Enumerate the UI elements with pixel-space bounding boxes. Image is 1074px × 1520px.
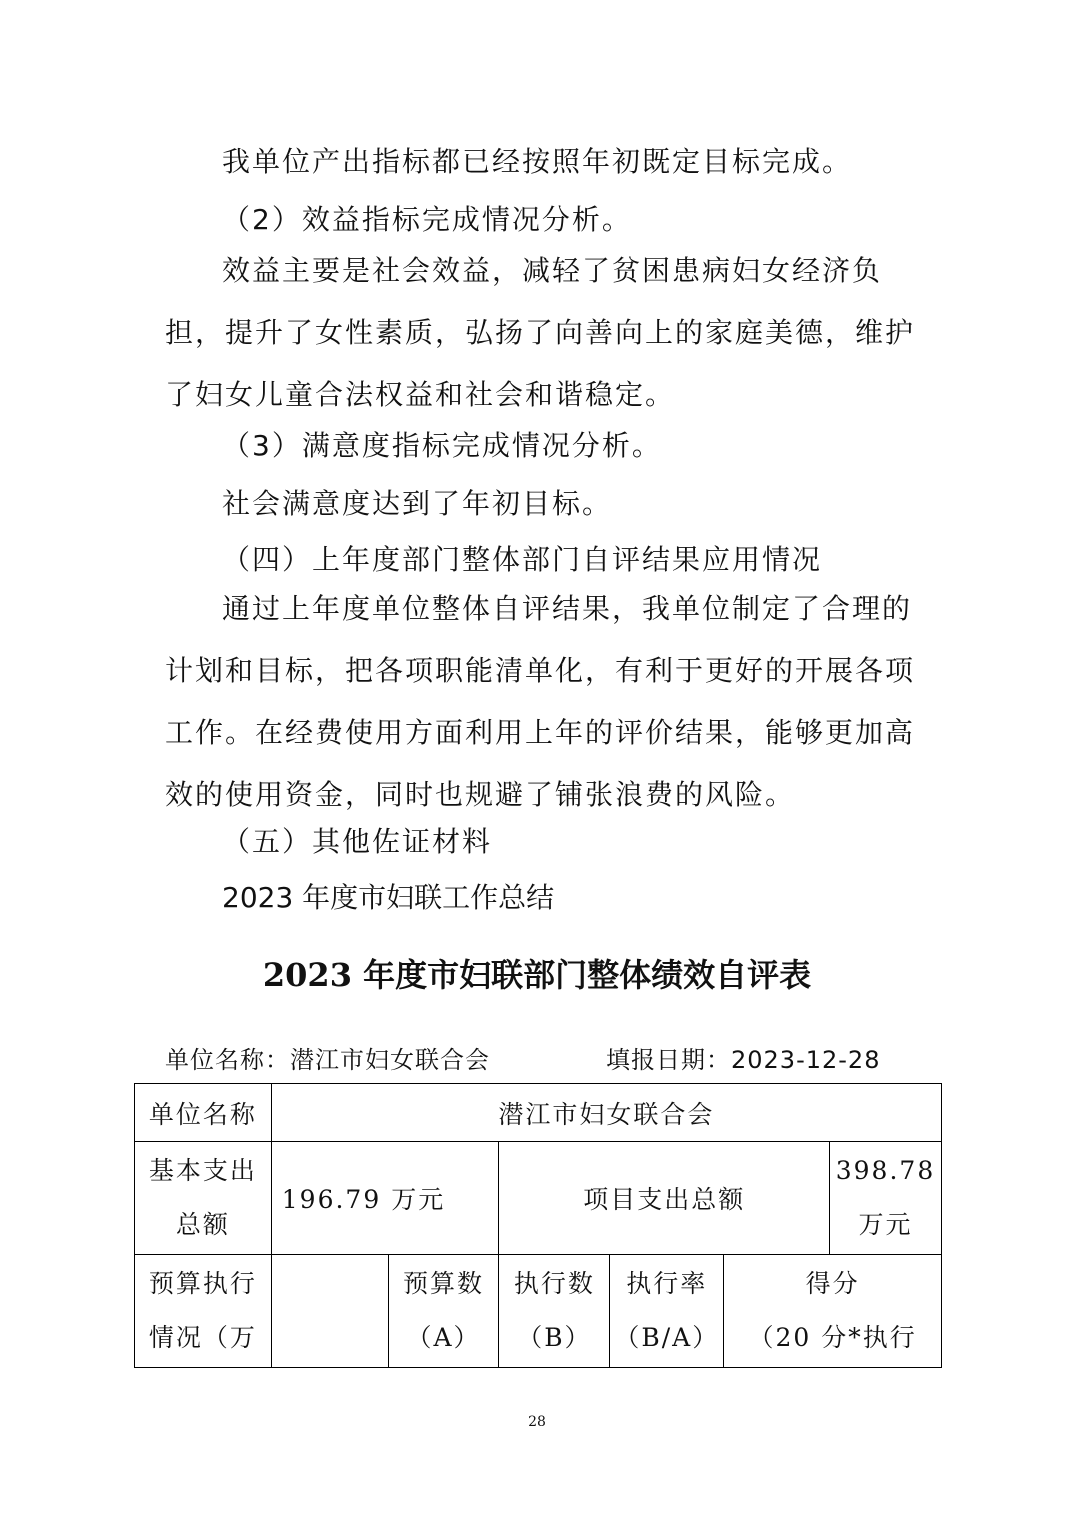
- heading-self-evaluation-application: （四）上年度部门整体部门自评结果应用情况: [222, 543, 823, 576]
- executed-amount-header-line2: （B）: [517, 1323, 592, 1352]
- table-row: [135, 1142, 942, 1255]
- paragraph-benefit-analysis: 效益主要是社会效益，减轻了贫困患病妇女经济负担，提升了女性素质，弘扬了向善向上的家庭美德，维护了妇女儿童合法权益和社会和谐稳定。: [165, 254, 916, 411]
- executed-amount-header: [499, 1255, 610, 1368]
- score-header-line1: 得分: [805, 1269, 860, 1298]
- budget-amount-header-line2: （A）: [406, 1323, 481, 1352]
- paragraph-self-evaluation-application: 通过上年度单位整体自评结果，我单位制定了合理的计划和目标，把各项职能清单化，有利于更好的开展各项工作。在经费使用方面利用上年的评价结果，能够更加高效的使用资金，同时也规避了铺张浪费的风险。: [165, 592, 916, 811]
- page-number: 28: [528, 1414, 546, 1430]
- heading-satisfaction-indicators: （3）满意度指标完成情况分析。: [222, 429, 662, 462]
- execution-rate-header: [610, 1255, 724, 1368]
- execution-rate-header-line1: 执行率: [626, 1269, 708, 1298]
- basic-expenditure-value: 196.79 万元: [271, 1142, 499, 1255]
- budget-amount-header-line1: 预算数: [402, 1269, 484, 1298]
- unit-name-meta: 单位名称：潜江市妇女联合会: [165, 1046, 490, 1074]
- basic-expenditure-label: [135, 1142, 272, 1255]
- table-row: [135, 1255, 942, 1368]
- paragraph-satisfaction: 社会满意度达到了年初目标。: [222, 487, 613, 520]
- budget-execution-label: [135, 1255, 272, 1368]
- execution-rate-header-line2: （B/A）: [614, 1323, 720, 1352]
- basic-expenditure-label-line2: 总额: [175, 1210, 230, 1239]
- budget-execution-label-line2: 情况（万: [148, 1323, 257, 1352]
- project-expenditure-value-line1: 398.78: [835, 1156, 936, 1185]
- score-header: [724, 1255, 942, 1368]
- evidence-link-work-summary[interactable]: 2023 年度市妇联工作总结: [222, 881, 555, 914]
- basic-expenditure-label-line1: 基本支出: [148, 1156, 257, 1185]
- unit-name-label: 单位名称: [135, 1084, 272, 1142]
- self-evaluation-table: [134, 1083, 942, 1368]
- project-expenditure-label: 项目支出总额: [499, 1142, 830, 1255]
- budget-amount-header: [388, 1255, 499, 1368]
- unit-name-value: 潜江市妇女联合会: [271, 1084, 941, 1142]
- executed-amount-header-line1: 执行数: [513, 1269, 595, 1298]
- project-expenditure-value-line2: 万元: [858, 1210, 913, 1239]
- table-row: [135, 1084, 942, 1142]
- score-header-line2: （20 分*执行: [748, 1323, 917, 1352]
- report-date-meta: 填报日期：2023-12-28: [606, 1046, 881, 1074]
- heading-other-evidence: （五）其他佐证材料: [222, 825, 493, 858]
- heading-benefit-indicators: （2）效益指标完成情况分析。: [222, 203, 632, 236]
- paragraph-output-indicators: 我单位产出指标都已经按照年初既定目标完成。: [222, 145, 853, 178]
- budget-execution-label-line1: 预算执行: [148, 1269, 257, 1298]
- project-expenditure-value: [830, 1142, 942, 1255]
- table-title: 2023 年度市妇联部门整体绩效自评表: [262, 956, 812, 994]
- empty-cell: [271, 1255, 388, 1368]
